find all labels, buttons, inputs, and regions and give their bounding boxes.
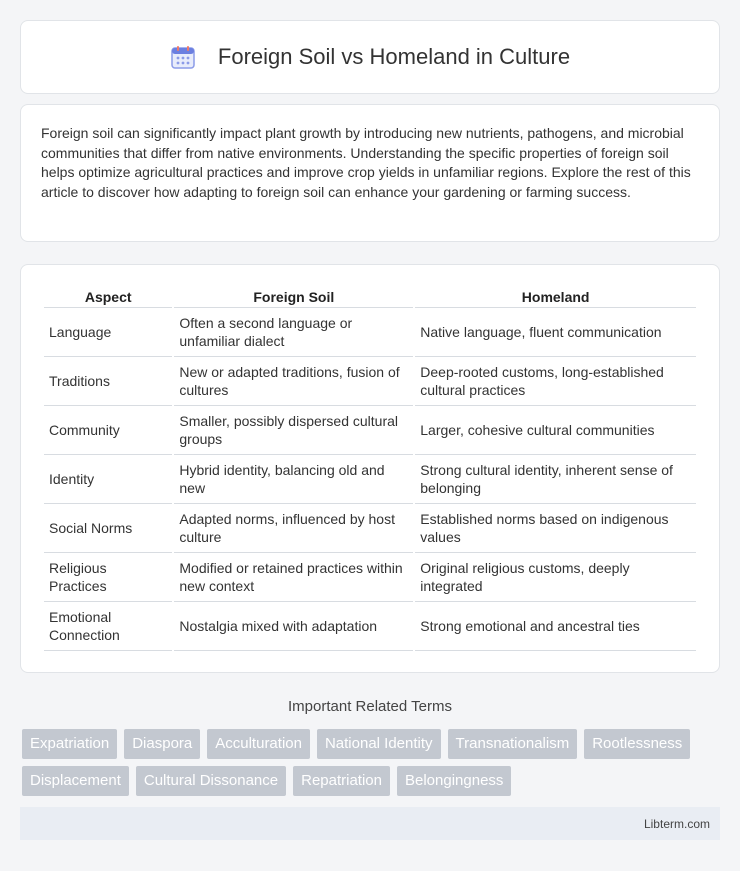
cell-homeland: Deep-rooted customs, long-established cultural practices	[415, 357, 696, 406]
cell-foreign-soil: Modified or retained practices within new context	[174, 553, 413, 602]
tag-repatriation[interactable]: Repatriation	[293, 766, 390, 796]
cell-foreign-soil: Adapted norms, influenced by host culture	[174, 504, 413, 553]
tag-cultural-dissonance[interactable]: Cultural Dissonance	[136, 766, 286, 796]
table-row	[44, 553, 696, 602]
table-row	[44, 504, 696, 553]
cell-homeland: Strong emotional and ancestral ties	[415, 602, 696, 651]
comparison-table-card	[20, 264, 720, 673]
cell-homeland: Strong cultural identity, inherent sense of belonging	[415, 455, 696, 504]
footer	[20, 807, 720, 840]
table-row	[44, 602, 696, 651]
cell-foreign-soil: Nostalgia mixed with adaptation	[174, 602, 413, 651]
cell-aspect: Community	[44, 406, 172, 455]
table-row	[44, 455, 696, 504]
cell-homeland: Established norms based on indigenous values	[415, 504, 696, 553]
header-homeland: Homeland	[415, 287, 696, 308]
calendar-icon	[170, 44, 196, 70]
cell-foreign-soil: Often a second language or unfamiliar dialect	[174, 308, 413, 357]
cell-homeland: Larger, cohesive cultural communities	[415, 406, 696, 455]
cell-foreign-soil: New or adapted traditions, fusion of cultures	[174, 357, 413, 406]
intro-card	[20, 104, 720, 242]
cell-aspect: Traditions	[44, 357, 172, 406]
header-foreign-soil: Foreign Soil	[174, 287, 413, 308]
header-aspect: Aspect	[44, 287, 172, 308]
table-header-row	[44, 287, 696, 308]
related-terms-section	[0, 695, 740, 796]
table-row	[44, 308, 696, 357]
related-terms-title: Important Related Terms	[288, 698, 452, 715]
cell-homeland: Original religious customs, deeply integrated	[415, 553, 696, 602]
comparison-table	[42, 287, 698, 651]
related-tags	[22, 729, 718, 796]
tag-national-identity[interactable]: National Identity	[317, 729, 441, 759]
tag-rootlessness[interactable]: Rootlessness	[584, 729, 690, 759]
cell-foreign-soil: Smaller, possibly dispersed cultural groups	[174, 406, 413, 455]
cell-aspect: Emotional Connection	[44, 602, 172, 651]
cell-aspect: Language	[44, 308, 172, 357]
tag-expatriation[interactable]: Expatriation	[22, 729, 117, 759]
table-row	[44, 357, 696, 406]
tag-transnationalism[interactable]: Transnationalism	[448, 729, 578, 759]
footer-brand-link[interactable]: Libterm.com	[643, 816, 710, 831]
table-row	[44, 406, 696, 455]
cell-homeland: Native language, fluent communication	[415, 308, 696, 357]
cell-aspect: Identity	[44, 455, 172, 504]
intro-paragraph: Foreign soil can significantly impact plant growth by introducing new nutrients, pathogens, and microbial communities that differ from native environments. Understanding the specific properties of foreign soil helps optimize agricultural practices and improve crop yields in unfamiliar regions. Explore the rest of this article to discover how adapting to foreign soil can enhance your gardening or farming success.	[41, 125, 691, 200]
cell-aspect: Religious Practices	[44, 553, 172, 602]
title-card	[20, 20, 720, 94]
cell-aspect: Social Norms	[44, 504, 172, 553]
tag-acculturation[interactable]: Acculturation	[207, 729, 310, 759]
tag-diaspora[interactable]: Diaspora	[124, 729, 200, 759]
tag-belongingness[interactable]: Belongingness	[397, 766, 511, 796]
tag-displacement[interactable]: Displacement	[22, 766, 129, 796]
page-title: Foreign Soil vs Homeland in Culture	[217, 44, 571, 69]
cell-foreign-soil: Hybrid identity, balancing old and new	[174, 455, 413, 504]
